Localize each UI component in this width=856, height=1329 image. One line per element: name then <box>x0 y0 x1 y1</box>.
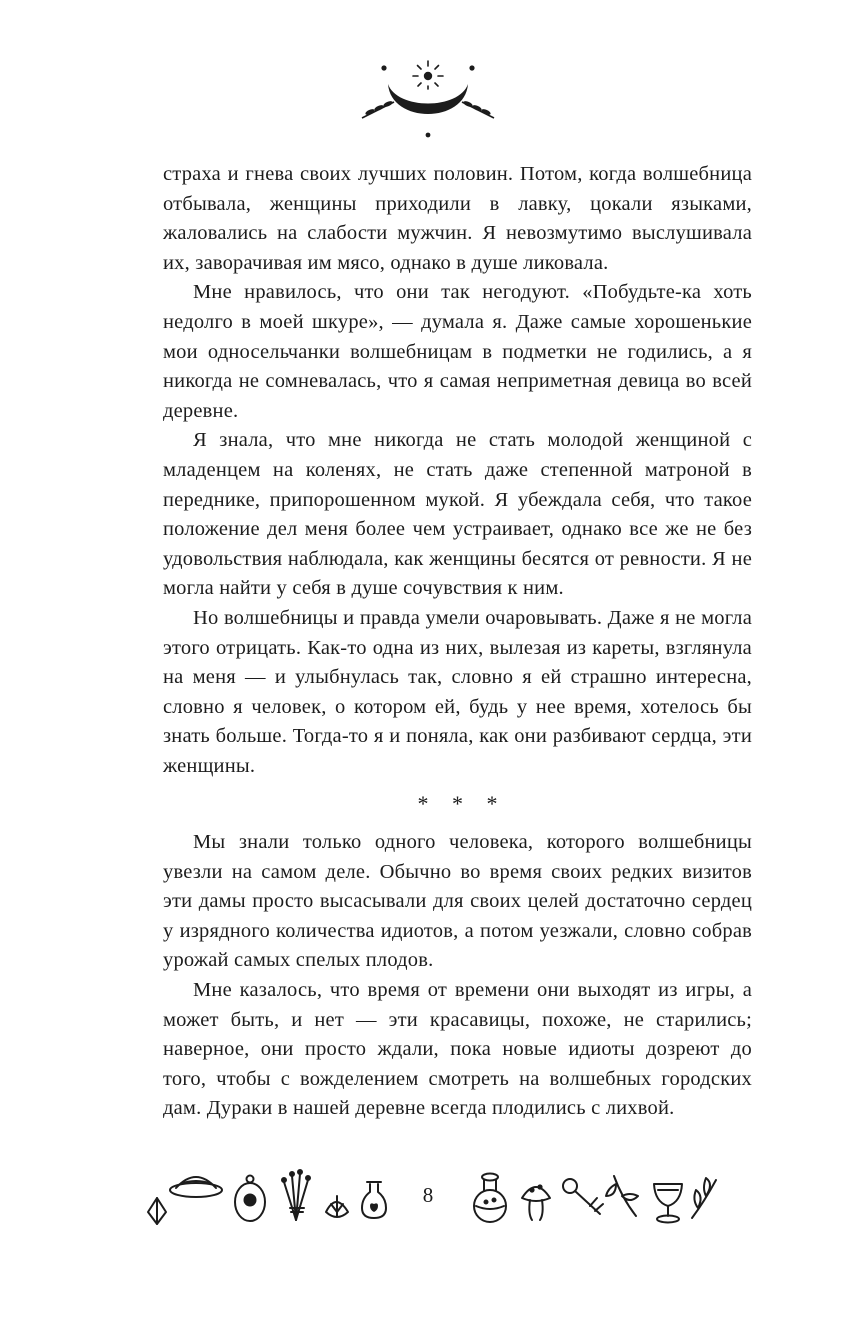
paragraph: Но волшебницы и правда умели очаровывать. Даже я не могла этого отрицать. Как-то одна из них, вылезая из кареты, взглянула на меня — и улыбнулась так, словно я ей страшно интересна, словно я человек, о котором ей, будь у нее время, хотелось бы знать больше. Тогда-то я и поняла, как они разбивают сердца, эти женщины. <box>163 606 752 777</box>
paragraph: Мы знали только одного человека, которого волшебницы увезли на самом деле. Обычно во время своих редких визитов эти дамы просто высасывали для своих целей достаточно сердец у изрядного количества идиотов, а потом уезжали, словно собрав урожай самых спелых плодов. <box>163 831 752 972</box>
page-number: 8 <box>422 1182 434 1207</box>
header-ornament <box>0 56 856 140</box>
text-block <box>163 160 752 1124</box>
paragraph: страха и гнева своих лучших половин. Потом, когда волшебница отбывала, женщины приходили в лавку, цокали языками, жаловались на слабости мужчин. Я невозмутимо выслушивала их, заворачивая им мясо, однако в душе ликовала. <box>163 163 752 274</box>
paragraph: Я знала, что мне никогда не стать молодой женщиной с младенцем на коленях, не стать даже степенной матроной в переднике, припорошенном мукой. Я убеждала себя, что такое положение дел меня более чем устраивает, однако все же не без удовольствия наблюдала, как женщины бесятся от ревности. Я не могла найти у себя в душе сочувствия к ним. <box>163 429 752 600</box>
paragraph: Мне казалось, что время от времени они выходят из игры, а может быть, и нет — эти красавицы, похоже, не старились; наверное, они просто ждали, пока новые идиоты дозреют до того, чтобы с вожделением смотреть на волшебных городских дам. Дураки в нашей деревне всегда плодились с лихвой. <box>163 979 752 1120</box>
moon-sun-icon <box>358 56 498 140</box>
paragraph: Мне нравилось, что они так негодуют. «Побудьте-ка хоть недолго в моей шкуре», — думала я. Даже самые хорошенькие мои односельчанки волшебницам в подметки не годились, а я никогда не сомневалась, что я самая неприметная девица во всей деревне. <box>163 281 752 422</box>
section-break: * * * <box>417 791 507 817</box>
page-footer <box>0 1160 856 1230</box>
footer-left-ornament-icon <box>134 1160 392 1230</box>
footer-right-ornament-icon <box>464 1160 722 1230</box>
